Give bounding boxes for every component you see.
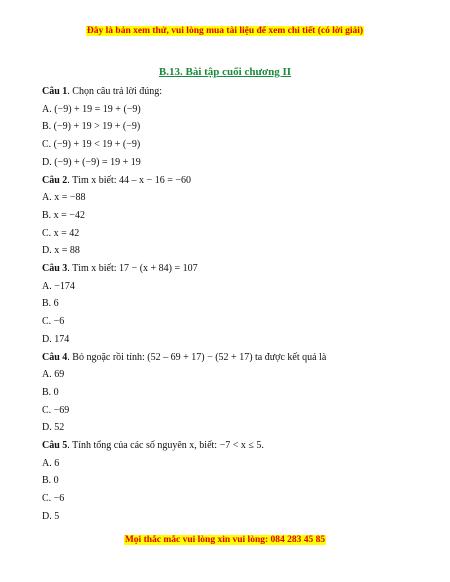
page-title: B.13. Bài tập cuối chương II: [158, 66, 292, 78]
preview-notice-banner: [0, 24, 450, 38]
option-d: D. 52: [42, 422, 65, 434]
contact-banner: [0, 533, 450, 547]
question-number: Câu 5: [42, 440, 68, 452]
question-1: [42, 83, 422, 101]
question-4: [42, 349, 422, 367]
option-b: B. (−9) + 19 > 19 + (−9): [42, 121, 141, 133]
option-c: C. −6: [42, 493, 65, 505]
contact-text: Mọi thắc mắc vui lòng xin vui lòng: 084 283 45 85: [124, 535, 326, 545]
option-a: A. −174: [42, 280, 75, 292]
question-2: [42, 172, 422, 190]
option-d: D. x = 88: [42, 245, 80, 257]
option-d: D. (−9) + (−9) = 19 + 19: [42, 156, 141, 168]
option-c: C. −6: [42, 316, 65, 328]
question-5: [42, 437, 422, 455]
question-number: Câu 2: [42, 174, 68, 186]
question-text: . Bỏ ngoặc rồi tính: (52 – 69 + 17) − (52 + 17) ta được kết quả là: [67, 351, 327, 363]
option-c: C. (−9) + 19 < 19 + (−9): [42, 139, 141, 151]
question-text: . Tính tổng của các số nguyên x, biết: −7 < x ≤ 5.: [67, 440, 264, 452]
option-b: B. 0: [42, 386, 59, 398]
question-number: Câu 1: [42, 86, 68, 97]
question-number: Câu 4: [42, 351, 68, 363]
question-list: [42, 83, 422, 526]
option-d: D. 5: [42, 510, 60, 522]
option-a: A. 6: [42, 457, 60, 469]
question-text: . Tìm x biết: 17 − (x + 84) = 107: [67, 263, 198, 275]
option-a: A. (−9) + 19 = 19 + (−9): [42, 103, 141, 115]
option-b: B. x = −42: [42, 209, 85, 221]
option-b: B. 6: [42, 298, 59, 310]
question-text: . Tìm x biết: 44 – x − 16 = −60: [67, 174, 191, 186]
option-c: C. −69: [42, 404, 70, 416]
preview-notice-text: Đây là bản xem thử, vui lòng mua tài liệu để xem chi tiết (có lời giải): [86, 26, 364, 36]
option-c: C. x = 42: [42, 227, 80, 239]
question-3: [42, 260, 422, 278]
question-text: . Chọn câu trả lời đúng:: [67, 86, 163, 97]
option-b: B. 0: [42, 475, 59, 487]
option-d: D. 174: [42, 333, 70, 345]
option-a: A. 69: [42, 369, 65, 381]
option-a: A. x = −88: [42, 192, 86, 204]
question-number: Câu 3: [42, 263, 68, 275]
